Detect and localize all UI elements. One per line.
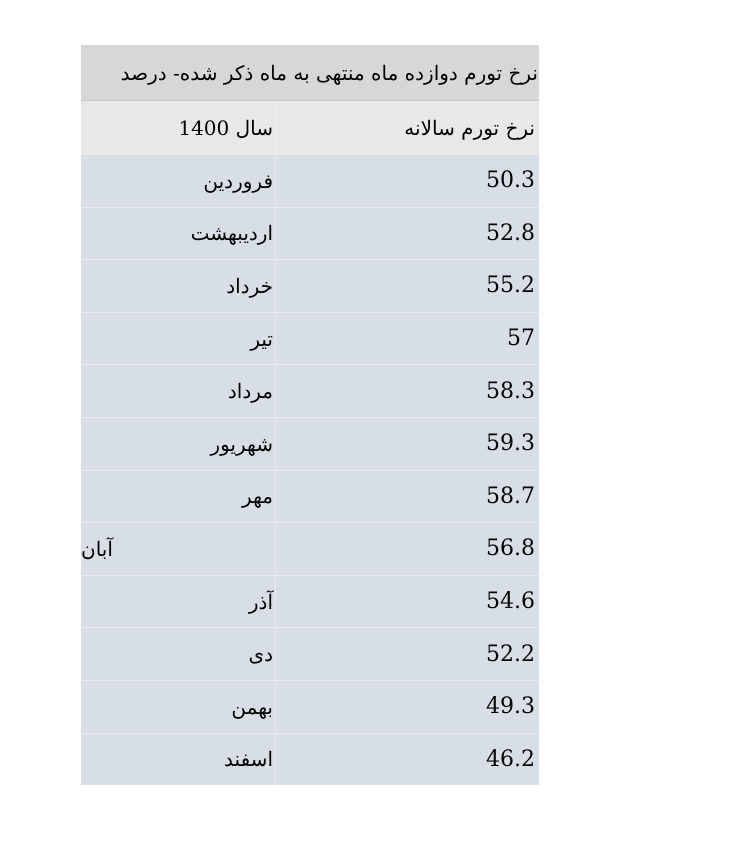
table-row — [81, 259, 539, 312]
month-cell: آذر — [248, 589, 273, 614]
rate-cell: 52.2 — [275, 628, 539, 680]
month-cell: مهر — [242, 484, 273, 509]
table-row — [81, 680, 539, 733]
rate-cell: 54.6 — [275, 576, 539, 628]
month-cell: خرداد — [226, 273, 273, 298]
month-cell: مرداد — [227, 379, 273, 404]
rate-cell: 49.3 — [275, 681, 539, 733]
header-rate — [275, 101, 539, 154]
table-row — [81, 364, 539, 417]
table-row — [81, 575, 539, 628]
table-row — [81, 470, 539, 523]
rate-cell: 59.3 — [275, 418, 539, 470]
table-row — [81, 154, 539, 207]
month-cell: تیر — [250, 326, 273, 351]
rate-cell: 52.8 — [275, 208, 539, 260]
rate-cell: 50.3 — [275, 155, 539, 207]
month-cell: اردیبهشت — [190, 221, 273, 246]
month-cell: شهریور — [210, 431, 273, 456]
table-row — [81, 207, 539, 260]
table-row — [81, 417, 539, 470]
table-header-row — [81, 101, 539, 154]
month-cell: آبان — [81, 536, 113, 561]
table-row — [81, 312, 539, 365]
table-title — [81, 45, 539, 101]
month-cell: دی — [248, 642, 273, 667]
month-cell: بهمن — [231, 694, 273, 719]
rate-cell: 46.2 — [275, 734, 539, 786]
rate-cell: 57 — [275, 313, 539, 365]
table-row — [81, 733, 539, 786]
header-rate-label: نرخ تورم سالانه — [404, 115, 535, 140]
month-cell: اسفند — [224, 747, 273, 772]
month-cell: فروردین — [203, 168, 273, 193]
header-year — [81, 101, 275, 154]
rate-cell: 58.3 — [275, 365, 539, 417]
table-title-text: نرخ تورم دوازده ماه منتهی به ماه ذکر شده- درصد — [120, 60, 538, 85]
table-row — [81, 627, 539, 680]
rate-cell: 55.2 — [275, 260, 539, 312]
header-year-label: سال 1400 — [178, 115, 273, 140]
rate-cell: 58.7 — [275, 471, 539, 523]
inflation-table — [81, 45, 539, 785]
table-row — [81, 522, 539, 575]
rate-cell: 56.8 — [275, 523, 539, 575]
